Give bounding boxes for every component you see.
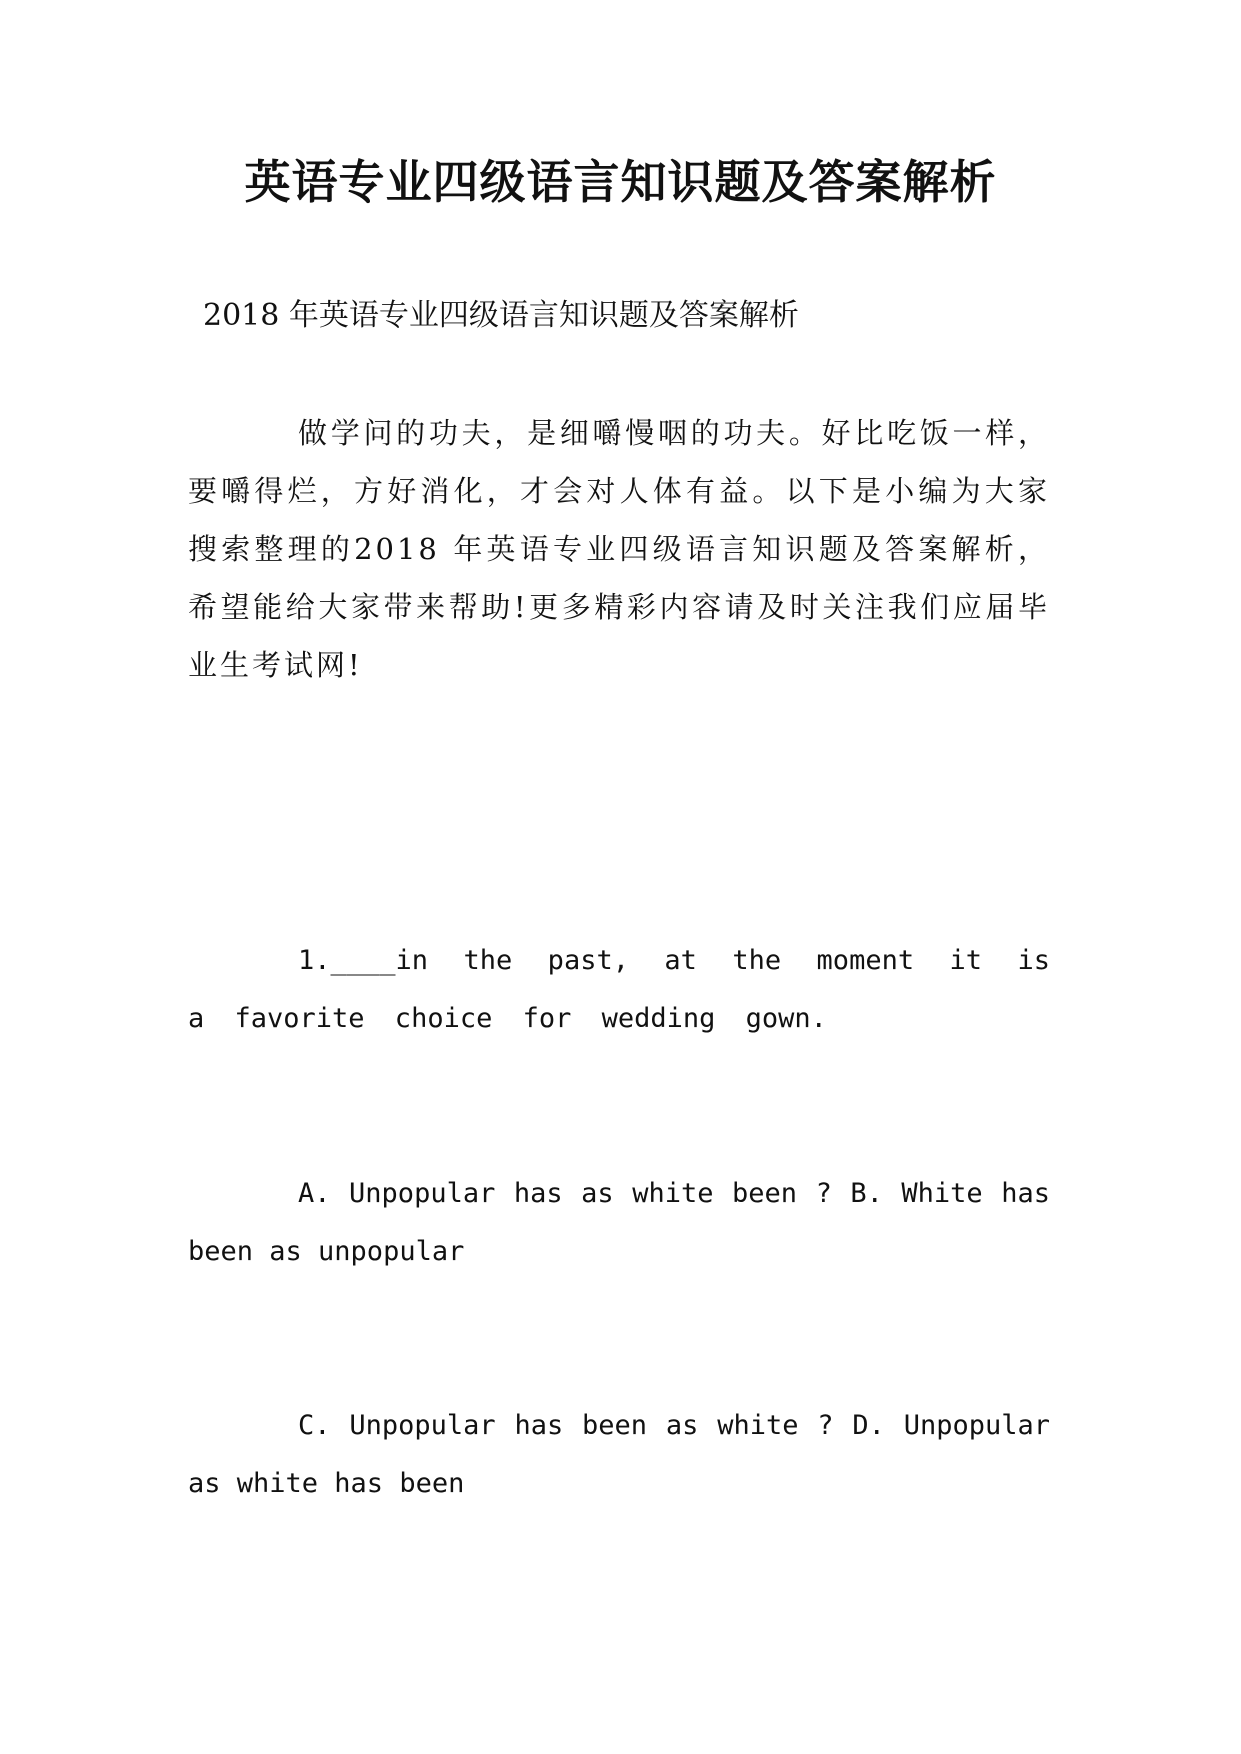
question-1-options-cd: C. Unpopular has been as white ? D. Unpopular as white has been (188, 1410, 1050, 1499)
question-1-stem: 1.____in the past, at the moment it is a favorite choice for wedding gown. (188, 945, 1050, 1034)
question-1-options-ab: A. Unpopular has as white been ? B. White has been as unpopular (188, 1178, 1050, 1267)
intro-paragraph: 做学问的功夫，是细嚼慢咽的功夫。好比吃饭一样，要嚼得烂，方好消化，才会对人体有益。以下是小编为大家搜索整理的2018 年英语专业四级语言知识题及答案解析，希望能给大家带来帮助!更多精彩内容请及时关注我们应届毕业生考试网! (188, 416, 1050, 682)
document-title: 英语专业四级语言知识题及答案解析 (244, 155, 997, 209)
document-subtitle: 2018 年英语专业四级语言知识题及答案解析 (203, 298, 799, 333)
